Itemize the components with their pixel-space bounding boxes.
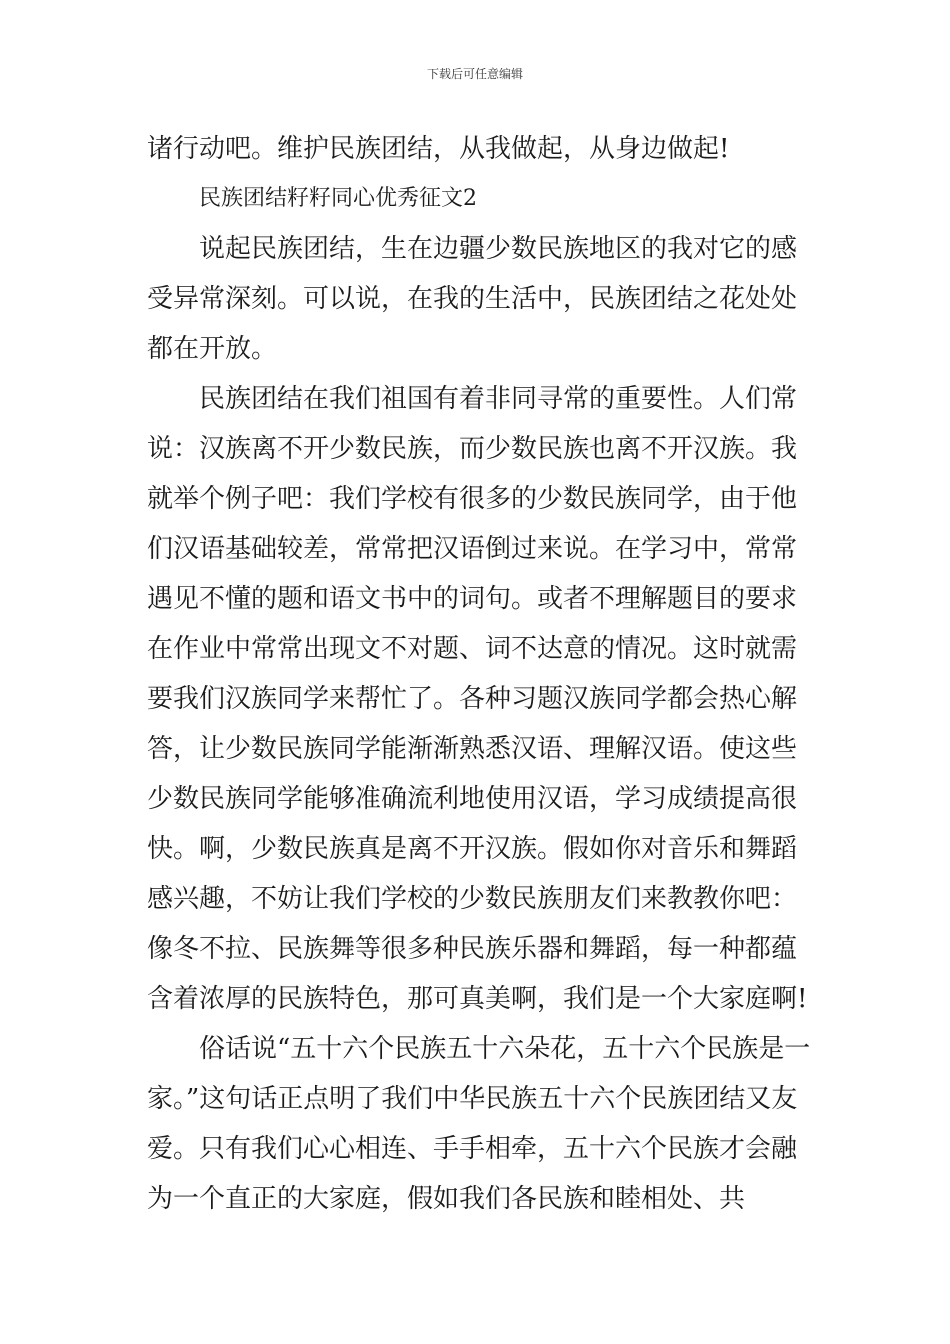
- paragraph: 俗话说“五十六个民族五十六朵花，五十六个民族是一家。”这句话正点明了我们中华民族五十六个民族团结又友爱。只有我们心心相连、手手相牵，五十六个民族才会融为一个直正的大家庭，假如我们各民族和睦相处、共: [147, 1034, 811, 1214]
- paragraph: 说起民族团结，生在边疆少数民族地区的我对它的感受异常深刻。可以说，在我的生活中，民族团结之花处处都在开放。: [147, 234, 798, 364]
- page-header-note: 下载后可任意编辑: [426, 67, 523, 81]
- paragraph-continuation: 诸行动吧。维护民族团结，从我做起，从身边做起!: [147, 134, 730, 164]
- paragraph: 民族团结在我们祖国有着非同寻常的重要性。人们常说：汉族离不开少数民族，而少数民族也离不开汉族。我就举个例子吧：我们学校有很多的少数民族同学，由于他们汉语基础较差，常常把汉语倒过来说。在学习中，常常遇见不懂的题和语文书中的词句。或者不理解题目的要求在作业中常常出现文不对题、词不达意的情况。这时就需要我们汉族同学来帮忙了。各种习题汉族同学都会热心解答，让少数民族同学能渐渐熟悉汉语、理解汉语。使这些少数民族同学能够准确流利地使用汉语，学习成绩提高很快。啊，少数民族真是离不开汉族。假如你对音乐和舞蹈感兴趣，不妨让我们学校的少数民族朋友们来教教你吧：像冬不拉、民族舞等很多种民族乐器和舞蹈，每一种都蕴含着浓厚的民族特色，那可真美啊，我们是一个大家庭啊!: [147, 384, 808, 1014]
- document-body: [147, 124, 817, 1224]
- essay-title: 民族团结籽籽同心优秀征文2: [199, 186, 477, 211]
